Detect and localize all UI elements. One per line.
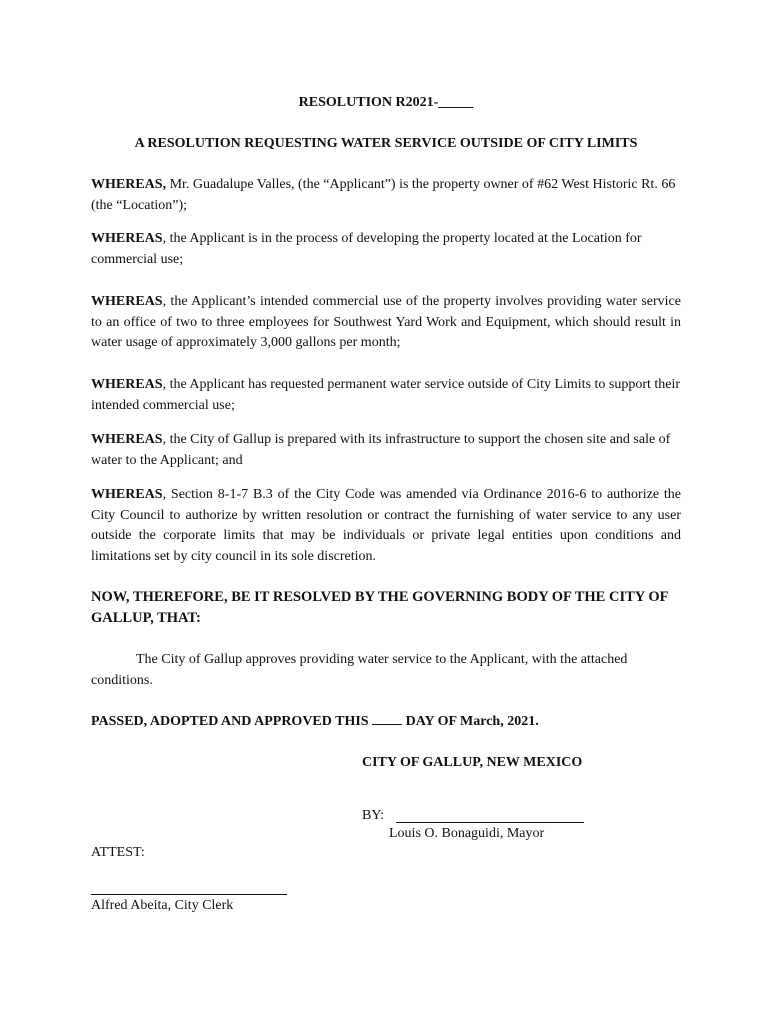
recital-2 [91, 229, 681, 270]
recital-5-text: , the City of Gallup is prepared with its infrastructure to support the chosen site and sale of water to the Applicant; and [91, 432, 671, 468]
clerk-signature-line [91, 894, 287, 895]
recital-4 [91, 375, 681, 416]
passed-line [91, 712, 681, 733]
resolved-clause: NOW, THEREFORE, BE IT RESOLVED BY THE GOVERNING BODY OF THE CITY OF GALLUP, THAT: [91, 589, 668, 626]
clerk-name: Alfred Abeita, City Clerk [91, 898, 234, 913]
recital-1 [91, 175, 681, 216]
recital-3-text: , the Applicant’s intended commercial use of the property involves providing water service to an office of two to three employees for Southwest Yard Work and Equipment, which should result in water usage of approximately 3,000 gallons per month; [91, 294, 681, 350]
recital-1-lead: WHEREAS, [91, 177, 167, 192]
mayor-signature-line [396, 822, 584, 823]
mayor-name: Louis O. Bonaguidi, Mayor [389, 826, 545, 841]
passed-suffix: DAY OF March, 2021. [405, 714, 539, 729]
passed-prefix: PASSED, ADOPTED AND APPROVED THIS [91, 714, 369, 729]
recital-3-lead: WHEREAS [91, 294, 163, 309]
recital-2-lead: WHEREAS [91, 231, 163, 246]
recital-6 [91, 485, 681, 567]
approval-clause: The City of Gallup approves providing water service to the Applicant, with the attached conditions. [91, 652, 628, 688]
recital-4-text: , the Applicant has requested permanent water service outside of City Limits to support their intended commercial use; [91, 377, 681, 413]
resolution-subtitle: A RESOLUTION REQUESTING WATER SERVICE OUTSIDE OF CITY LIMITS [134, 136, 638, 151]
city-heading: CITY OF GALLUP, NEW MEXICO [362, 755, 583, 770]
recital-5 [91, 430, 681, 471]
attest-label: ATTEST: [91, 845, 145, 860]
resolution-title: RESOLUTION R2021-_____ [298, 95, 474, 110]
recital-5-lead: WHEREAS [91, 432, 163, 447]
by-label: BY: [362, 808, 385, 823]
recital-4-lead: WHEREAS [91, 377, 163, 392]
recital-1-text: Mr. Guadalupe Valles, (the “Applicant”) is the property owner of #62 West Historic Rt. 66 (the “Location”); [91, 177, 676, 213]
recital-6-lead: WHEREAS [91, 487, 163, 502]
recital-2-text: , the Applicant is in the process of developing the property located at the Location for commercial use; [91, 231, 642, 267]
recital-3 [91, 292, 681, 354]
day-blank [372, 724, 402, 725]
recital-6-text: , Section 8-1-7 B.3 of the City Code was amended via Ordinance 2016-6 to authorize the City Council to authorize by written resolution or contract the furnishing of water service to any user outside the corporate limits that may be individuals or private legal entities upon conditions and limitations set by city council in its sole discretion. [91, 487, 681, 564]
